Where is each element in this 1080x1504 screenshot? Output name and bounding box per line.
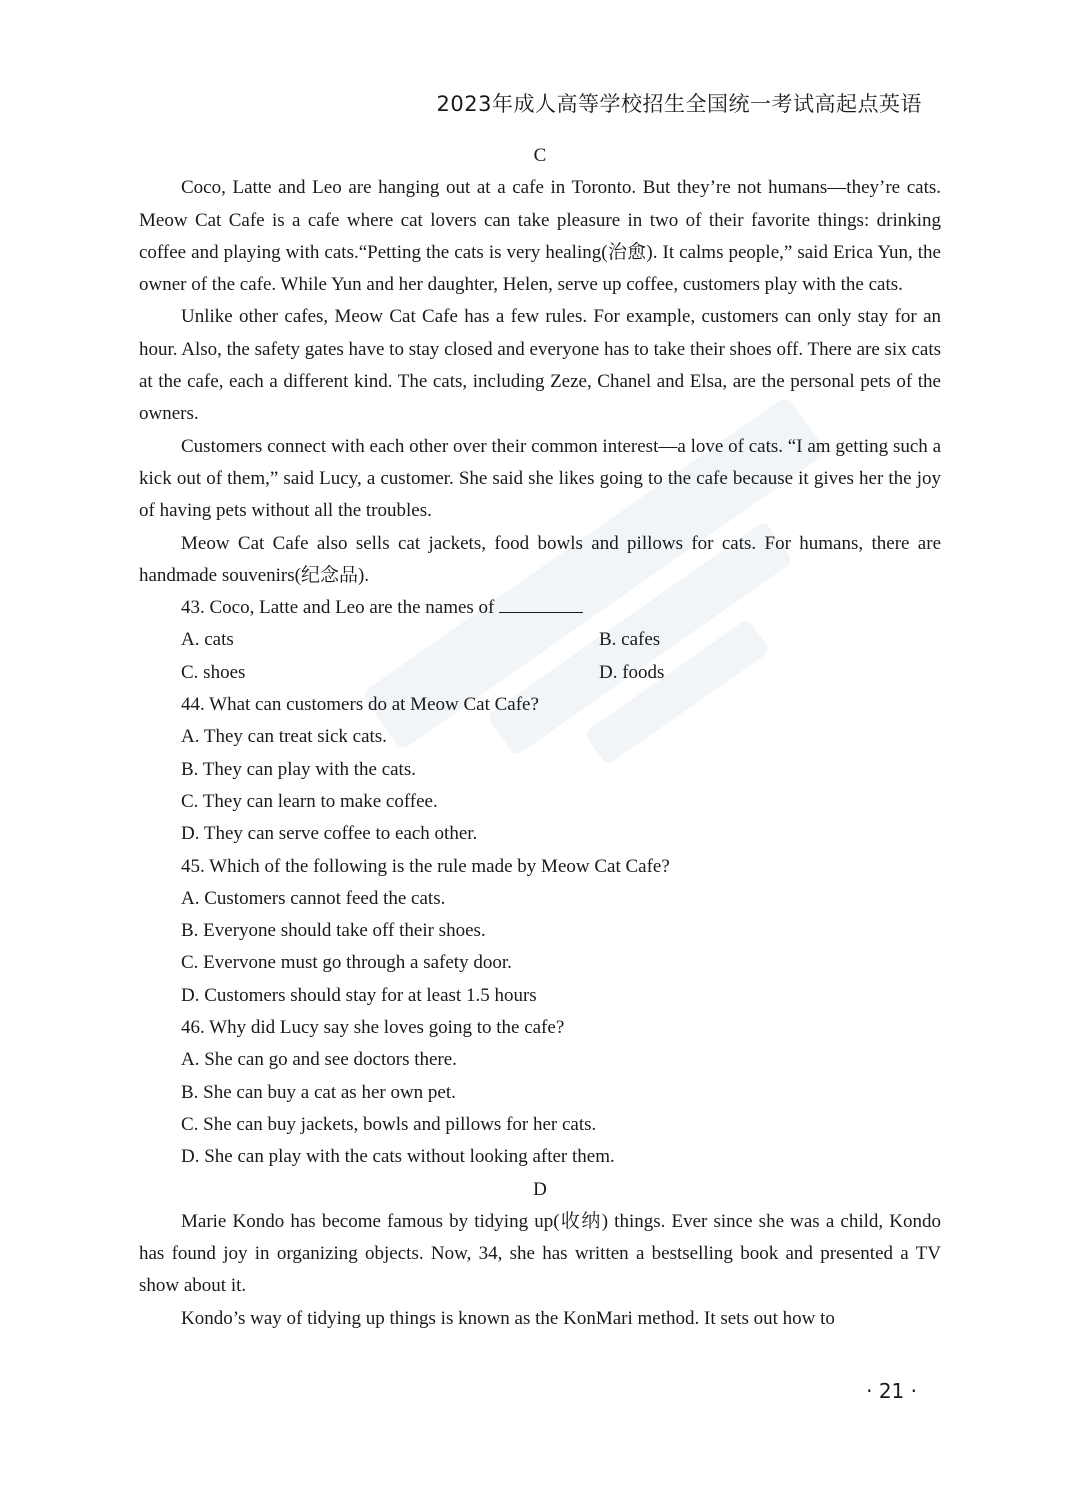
question-46-stem: 46. Why did Lucy say she loves going to the cafe? xyxy=(181,1017,565,1039)
option-b: B. They can play with the cats. xyxy=(181,758,416,780)
question-45-stem: 45. Which of the following is the rule made by Meow Cat Cafe? xyxy=(181,855,670,877)
option-d: D. Customers should stay for at least 1.5 hours xyxy=(181,984,537,1006)
question-43-options-row xyxy=(139,624,941,656)
option-c: C. She can buy jackets, bowls and pillows for her cats. xyxy=(181,1113,597,1135)
passage-d-paragraph: Marie Kondo has become famous by tidying up(收纳) things. Ever since she was a child, Kondo has found joy in organizing objects. Now, 34, she has written a bestselling book and presented a TV show about it. xyxy=(139,1210,941,1297)
question-44-stem: 44. What can customers do at Meow Cat Cafe? xyxy=(181,694,539,716)
option-d: D. foods xyxy=(599,661,665,683)
answer-blank xyxy=(499,594,583,613)
question-43-stem: 43. Coco, Latte and Leo are the names of xyxy=(181,597,500,619)
option-a: A. She can go and see doctors there. xyxy=(181,1049,457,1071)
passage-c-paragraph: Meow Cat Cafe also sells cat jackets, food bowls and pillows for cats. For humans, there are handmade souvenirs(纪念品). xyxy=(139,532,941,586)
option-a: A. Customers cannot feed the cats. xyxy=(181,887,446,909)
option-a: A. They can treat sick cats. xyxy=(181,726,387,748)
passage-c-paragraph: Unlike other cafes, Meow Cat Cafe has a few rules. For example, customers can only stay for an hour. Also, the safety gates have to stay closed and everyone has to take their shoes off. There are six cats at the cafe, each a different kind. The cats, including Zeze, Chanel and Elsa, are the personal pets of the owners. xyxy=(139,306,941,425)
page-header-title: 2023年成人高等学校招生全国统一考试高起点英语 xyxy=(436,92,922,116)
option-d: D. She can play with the cats without looking after them. xyxy=(181,1146,615,1168)
question-43-options-row xyxy=(139,657,941,689)
page-number: · 21 · xyxy=(866,1379,917,1403)
option-c: C. Evervone must go through a safety door. xyxy=(181,952,512,974)
passage-c-letter: C xyxy=(533,145,547,166)
option-b: B. Everyone should take off their shoes. xyxy=(181,920,486,942)
option-b: B. cafes xyxy=(599,629,661,651)
passage-d-letter: D xyxy=(533,1178,547,1200)
option-d: D. They can serve coffee to each other. xyxy=(181,823,478,845)
option-c: C. They can learn to make coffee. xyxy=(181,790,438,812)
page-content xyxy=(139,140,941,1335)
option-c: C. shoes xyxy=(181,661,246,683)
passage-d-paragraph: Kondo’s way of tidying up things is known as the KonMari method. It sets out how to xyxy=(181,1307,835,1329)
passage-c-paragraph: Customers connect with each other over their common interest—a love of cats. “I am getting such a kick out of them,” said Lucy, a customer. She said she likes going to the cafe because it gives her the joy of having pets without all the troubles. xyxy=(139,435,941,522)
passage-c-paragraph: Coco, Latte and Leo are hanging out at a cafe in Toronto. But they’re not humans—they’re cats. Meow Cat Cafe is a cafe where cat lovers can take pleasure in two of their favorite things: drinking coffee and playing with cats.“Petting the cats is very healing(治愈). It calms people,” said Erica Yun, the owner of the cafe. While Yun and her daughter, Helen, serve up coffee, customers play with the cats. xyxy=(139,177,941,296)
option-a: A. cats xyxy=(181,629,234,651)
question-43 xyxy=(139,592,941,624)
option-b: B. She can buy a cat as her own pet. xyxy=(181,1081,456,1103)
